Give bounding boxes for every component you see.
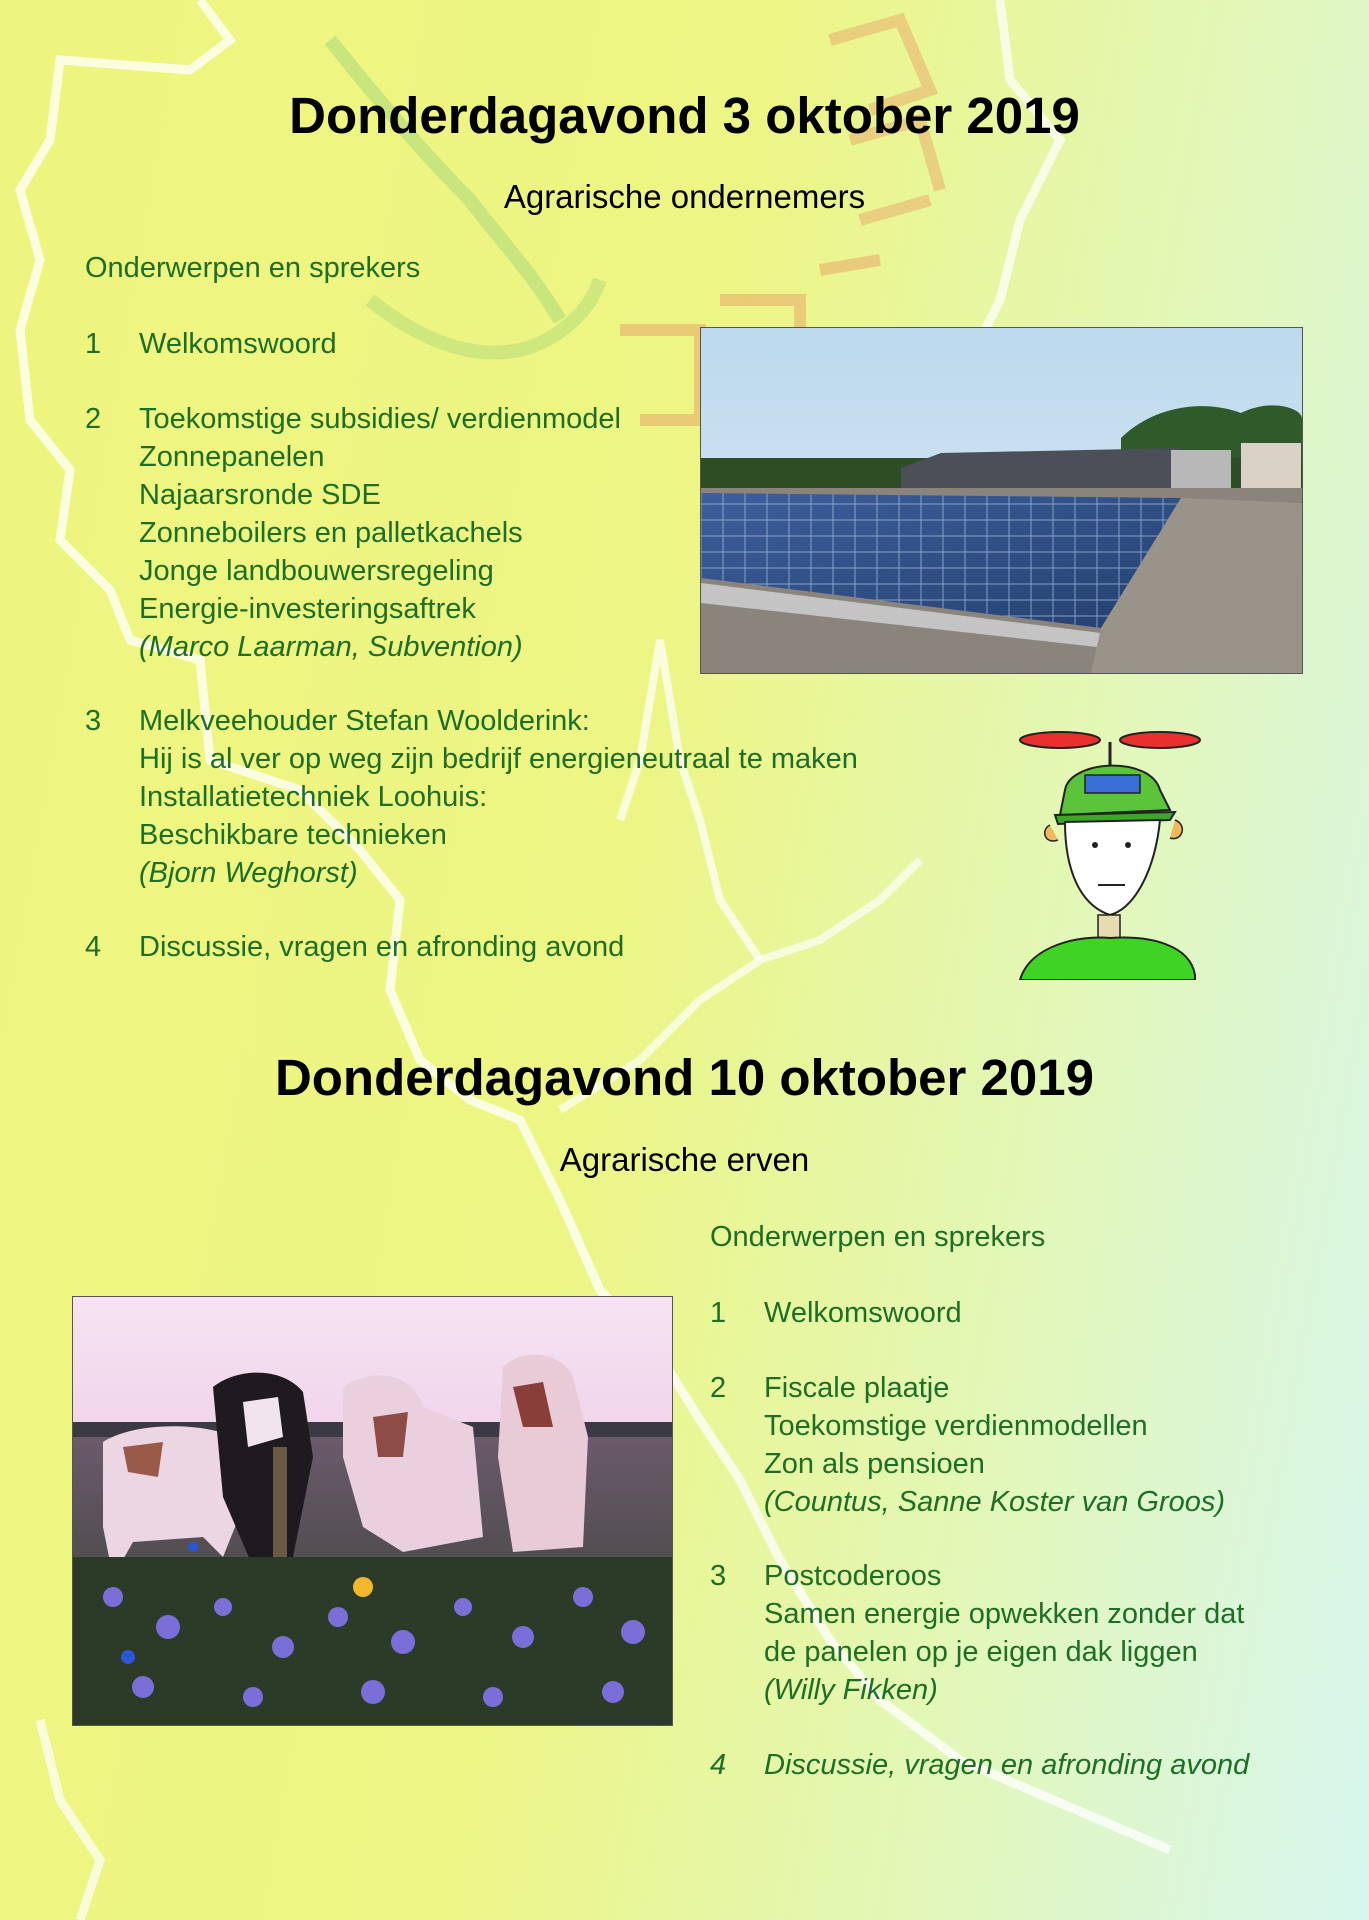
event1-item-line: Toekomstige subsidies/ verdienmodel: [139, 403, 621, 435]
event2-item-line: de panelen op je eigen dak liggen: [764, 1636, 1198, 1668]
solar-panels-photo: [700, 327, 1303, 674]
event2-section-label: Onderwerpen en sprekers: [710, 1221, 1046, 1253]
event1-item-line: Najaarsronde SDE: [139, 479, 381, 511]
event1-item-line: Zonnepanelen: [139, 441, 325, 473]
event2-item-number: 2: [710, 1372, 727, 1404]
event2-subtitle: Agrarische erven: [559, 1141, 810, 1178]
event1-item-line: Discussie, vragen en afronding avond: [139, 931, 625, 963]
event1-item-line: Melkveehouder Stefan Woolderink:: [139, 705, 590, 737]
event2-title: Donderdagavond 10 oktober 2019: [274, 1049, 1095, 1106]
event1-subtitle: Agrarische ondernemers: [503, 178, 866, 215]
event2-item-line: Toekomstige verdienmodellen: [764, 1410, 1148, 1442]
event2-item-number: 4: [710, 1749, 727, 1781]
event1-item-line: Welkomswoord: [139, 328, 337, 360]
event2-item-number: 3: [710, 1560, 727, 1592]
event2-item-number: 1: [710, 1297, 727, 1329]
event1-item-line: Beschikbare technieken: [139, 819, 447, 851]
cows-meadow-photo: [72, 1296, 673, 1726]
event1-section-label: Onderwerpen en sprekers: [85, 252, 421, 284]
event1-item-speaker: (Bjorn Weghorst): [139, 857, 358, 889]
event2-item-speaker: Discussie, vragen en afronding avond: [764, 1749, 1250, 1781]
event1-item-number: 4: [85, 931, 102, 963]
event1-item-line: Hij is al ver op weg zijn bedrijf energieneutraal te maken: [139, 743, 858, 775]
event2-item-speaker: (Willy Fikken): [764, 1674, 938, 1706]
event1-item-number: 3: [85, 705, 102, 737]
event1-item-number: 1: [85, 328, 102, 360]
event2-item-line: Postcoderoos: [764, 1560, 942, 1592]
event1-item-line: Energie-investeringsaftrek: [139, 593, 476, 625]
event2-item-line: Welkomswoord: [764, 1297, 962, 1329]
event2-item-line: Samen energie opwekken zonder dat: [764, 1598, 1245, 1630]
event2-item-line: Fiscale plaatje: [764, 1372, 950, 1404]
event2-item-speaker: (Countus, Sanne Koster van Groos): [764, 1486, 1226, 1518]
event1-title: Donderdagavond 3 oktober 2019: [289, 87, 1080, 144]
event1-item-line: Installatietechniek Loohuis:: [139, 781, 488, 813]
event2-item-line: Zon als pensioen: [764, 1448, 985, 1480]
event1-item-speaker: (Marco Laarman, Subvention): [139, 631, 523, 663]
event1-item-line: Zonneboilers en palletkachels: [139, 517, 523, 549]
event1-item-number: 2: [85, 403, 102, 435]
event1-item-line: Jonge landbouwersregeling: [139, 555, 494, 587]
propeller-cap-mascot: [1010, 720, 1210, 980]
